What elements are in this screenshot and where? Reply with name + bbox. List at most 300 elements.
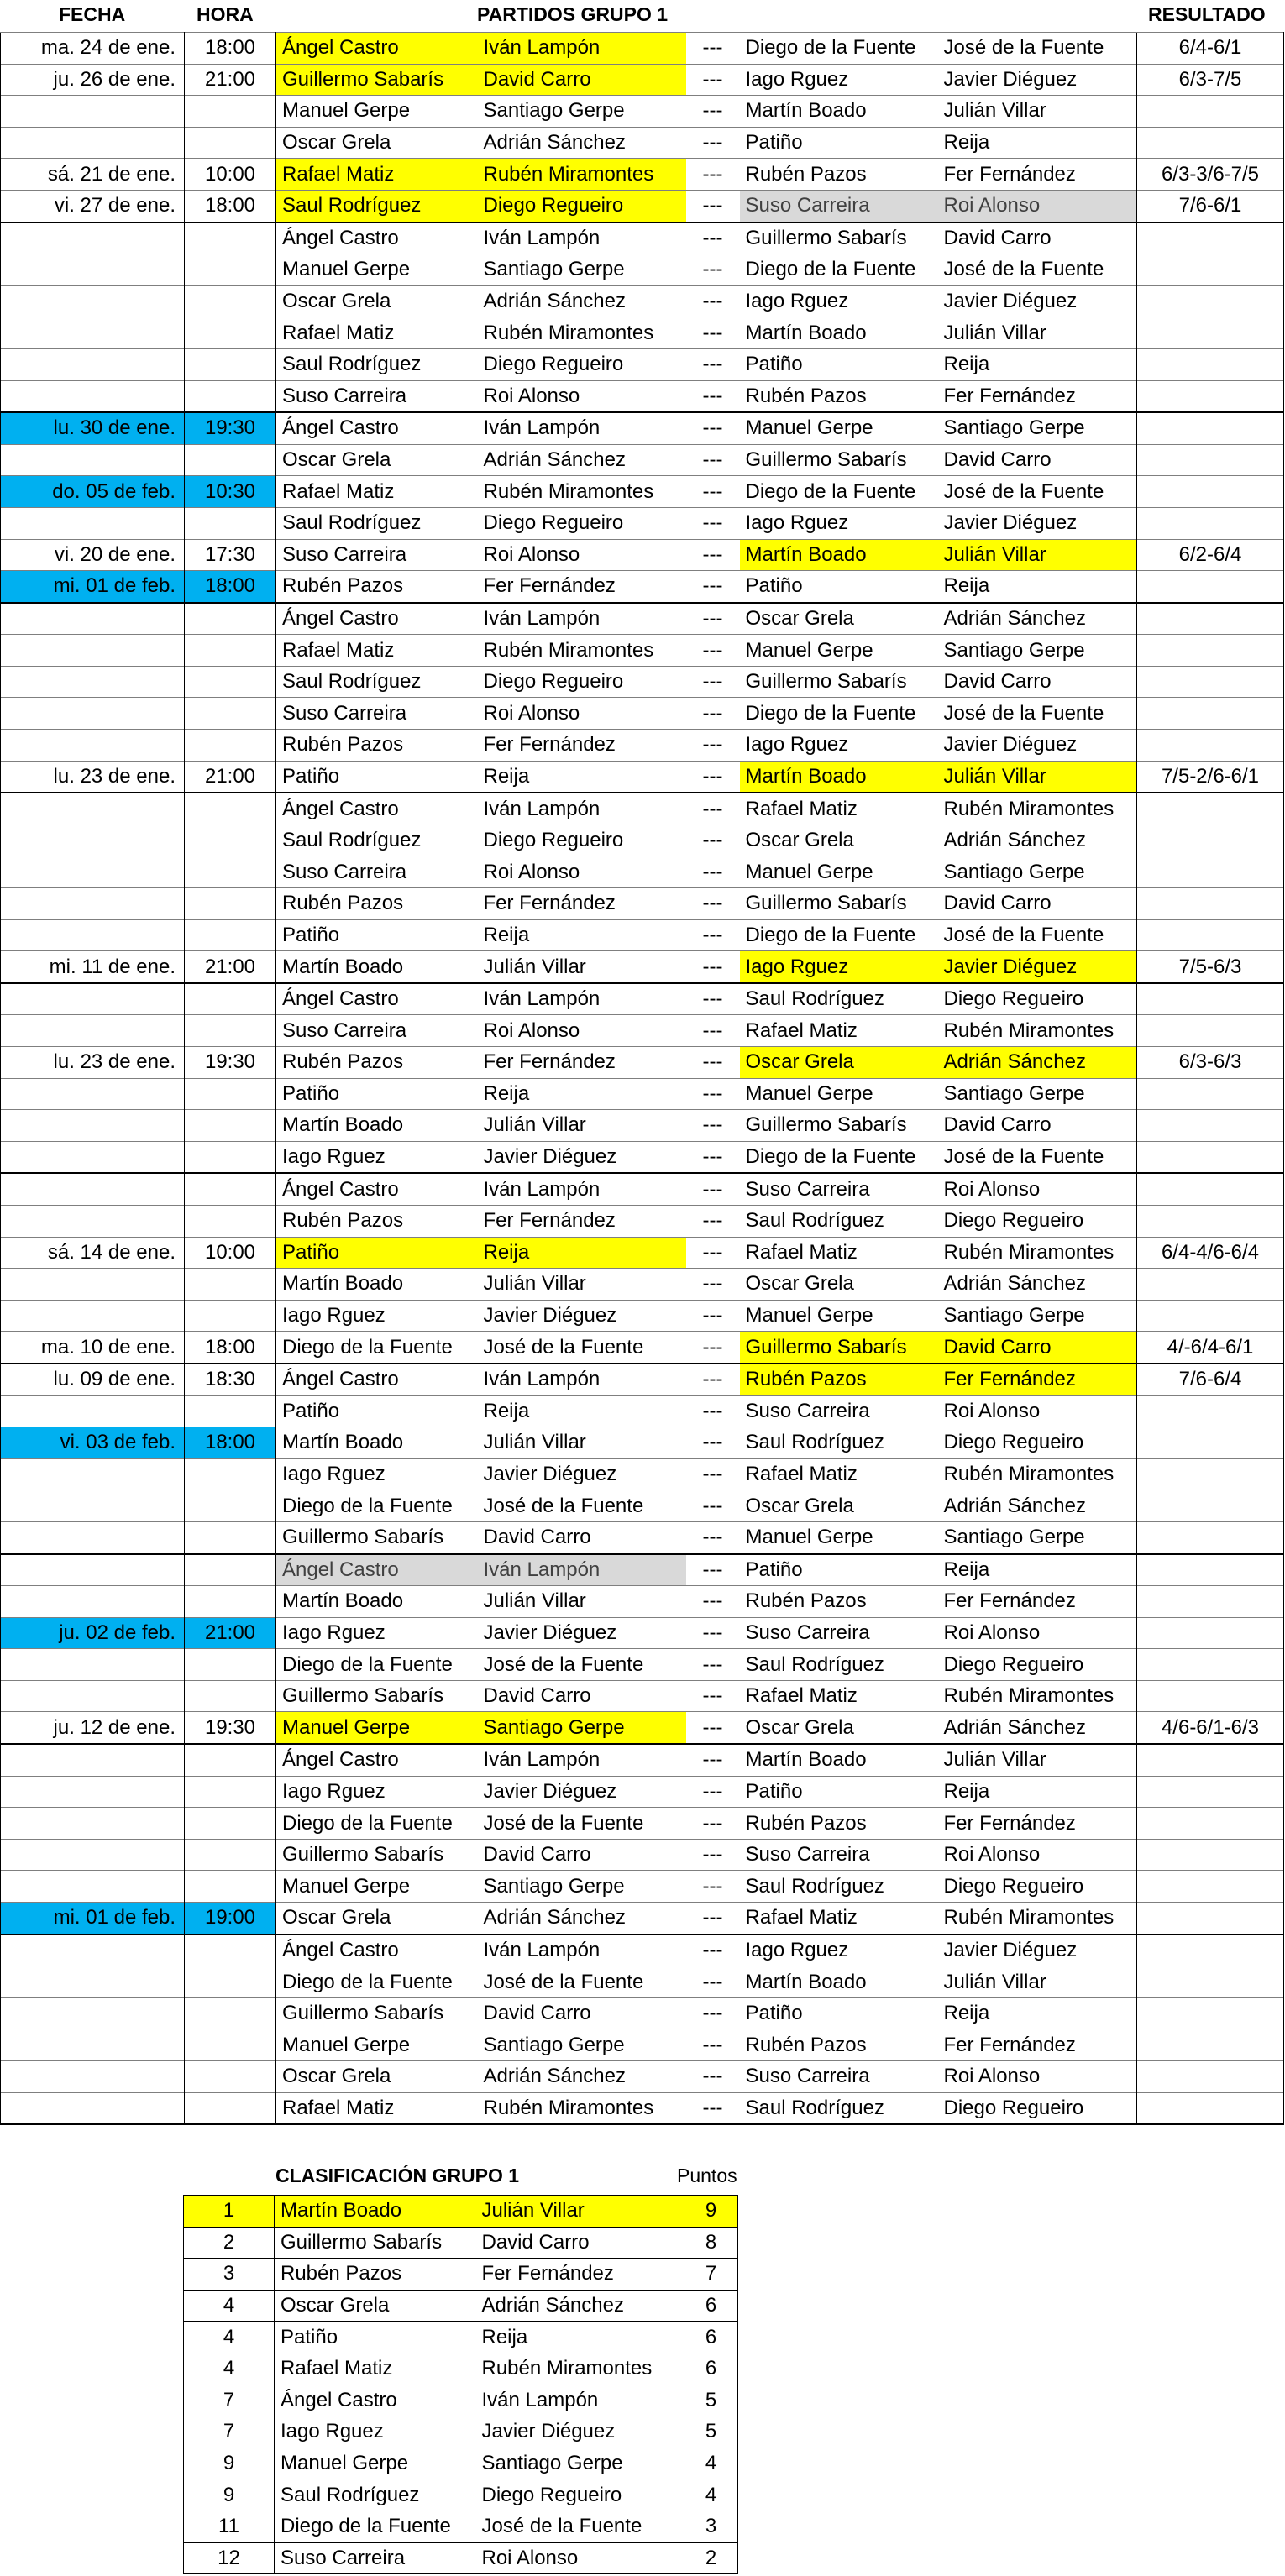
hora-cell (185, 856, 276, 888)
team-b-player-1: Iago Rguez (740, 951, 938, 983)
team-a-player-1: Rafael Matiz (276, 635, 478, 667)
team-b-player-2: David Carro (938, 888, 1137, 920)
fecha-cell (1, 1839, 185, 1871)
resultado-cell (1137, 1205, 1284, 1237)
hora-cell (185, 1490, 276, 1522)
player-1-cell: Guillermo Sabarís (275, 2227, 476, 2259)
versus-separator: --- (686, 317, 740, 349)
team-b-player-1: Patiño (740, 127, 938, 159)
team-b-player-2: Julián Villar (938, 96, 1137, 128)
match-row (1, 1237, 1284, 1269)
resultado-cell (1137, 476, 1284, 508)
team-b-player-2: Diego Regueiro (938, 983, 1137, 1015)
hora-cell (185, 666, 276, 698)
match-row (1, 285, 1284, 317)
fecha-cell (1, 2029, 185, 2061)
versus-separator: --- (686, 223, 740, 254)
resultado-cell (1137, 730, 1284, 762)
team-b-player-1: Rubén Pazos (740, 159, 938, 191)
versus-separator: --- (686, 825, 740, 856)
resultado-cell (1137, 1521, 1284, 1553)
points-cell: 2 (684, 2542, 738, 2574)
clasificacion-title: CLASIFICACIÓN GRUPO 1 (275, 2165, 520, 2186)
points-cell: 8 (684, 2227, 738, 2259)
team-a-player-1: Suso Carreira (276, 1015, 478, 1047)
match-row (1, 1586, 1284, 1618)
hora-cell: 18:00 (185, 1332, 276, 1364)
hora-cell: 19:30 (185, 1712, 276, 1744)
team-b-player-2: José de la Fuente (938, 698, 1137, 730)
fecha-cell (1, 1205, 185, 1237)
team-b-player-2: Javier Diéguez (938, 730, 1137, 762)
hora-cell: 17:30 (185, 539, 276, 571)
team-a-player-1: Oscar Grela (276, 1903, 478, 1935)
fecha-cell (1, 919, 185, 951)
team-b-player-1: Patiño (740, 1776, 938, 1808)
header-resultado: RESULTADO (1148, 3, 1266, 25)
team-b-player-1: Suso Carreira (740, 190, 938, 222)
team-b-player-1: Diego de la Fuente (740, 33, 938, 65)
team-a-player-2: Reija (478, 1237, 686, 1269)
team-a-player-1: Oscar Grela (276, 127, 478, 159)
clasificacion-row (184, 2511, 738, 2542)
team-b-player-1: Iago Rguez (740, 64, 938, 96)
fecha-cell (1, 507, 185, 539)
team-b-player-2: Diego Regueiro (938, 1427, 1137, 1459)
team-a-player-1: Diego de la Fuente (276, 1490, 478, 1522)
match-row (1, 1078, 1284, 1110)
versus-separator: --- (686, 1110, 740, 1142)
resultado-cell (1137, 698, 1284, 730)
team-b-player-1: Rubén Pazos (740, 2029, 938, 2061)
team-b-player-2: Javier Diéguez (938, 64, 1137, 96)
match-row (1, 1935, 1284, 1966)
hora-cell (185, 1808, 276, 1840)
match-row (1, 1839, 1284, 1871)
team-a-player-1: Saul Rodríguez (276, 507, 478, 539)
team-a-player-1: Rafael Matiz (276, 317, 478, 349)
match-row (1, 1269, 1284, 1301)
team-b-player-2: Julián Villar (938, 761, 1137, 793)
fecha-cell: lu. 30 de ene. (1, 412, 185, 444)
team-b-player-2: Santiago Gerpe (938, 1300, 1137, 1332)
resultado-cell: 6/4-6/1 (1137, 33, 1284, 65)
team-b-player-1: Iago Rguez (740, 285, 938, 317)
player-1-cell: Oscar Grela (275, 2290, 476, 2322)
team-a-player-1: Rubén Pazos (276, 571, 478, 603)
resultado-cell: 7/6-6/1 (1137, 190, 1284, 222)
player-1-cell: Martín Boado (275, 2196, 476, 2228)
versus-separator: --- (686, 1173, 740, 1205)
team-a-player-2: Iván Lampón (478, 1744, 686, 1776)
team-a-player-2: José de la Fuente (478, 1966, 686, 1998)
match-row (1, 571, 1284, 603)
team-a-player-2: José de la Fuente (478, 1649, 686, 1681)
team-b-player-2: Adrián Sánchez (938, 1712, 1137, 1744)
team-a-player-2: Fer Fernández (478, 1047, 686, 1079)
team-b-player-1: Manuel Gerpe (740, 856, 938, 888)
team-a-player-2: Rubén Miramontes (478, 2092, 686, 2124)
resultado-cell (1137, 1617, 1284, 1649)
team-b-player-2: Reija (938, 1554, 1137, 1586)
team-a-player-2: Reija (478, 919, 686, 951)
team-b-player-2: Reija (938, 1776, 1137, 1808)
match-row (1, 317, 1284, 349)
team-b-player-1: Rafael Matiz (740, 1680, 938, 1712)
team-b-player-1: Diego de la Fuente (740, 254, 938, 286)
match-row (1, 507, 1284, 539)
team-b-player-2: David Carro (938, 223, 1137, 254)
versus-separator: --- (686, 1935, 740, 1966)
team-a-player-2: Julián Villar (478, 1586, 686, 1618)
match-row (1, 254, 1284, 286)
versus-separator: --- (686, 1744, 740, 1776)
clasificacion-row (184, 2353, 738, 2385)
team-a-player-2: Roi Alonso (478, 856, 686, 888)
hora-cell: 19:30 (185, 412, 276, 444)
player-2-cell: David Carro (476, 2227, 684, 2259)
resultado-cell (1137, 1966, 1284, 1998)
hora-cell: 18:00 (185, 1427, 276, 1459)
versus-separator: --- (686, 507, 740, 539)
team-a-player-1: Rubén Pazos (276, 730, 478, 762)
player-2-cell: Roi Alonso (476, 2542, 684, 2574)
fecha-cell: mi. 11 de ene. (1, 951, 185, 983)
versus-separator: --- (686, 1078, 740, 1110)
resultado-cell (1137, 1808, 1284, 1840)
fecha-cell (1, 1395, 185, 1427)
hora-cell: 21:00 (185, 761, 276, 793)
match-row (1, 1110, 1284, 1142)
team-a-player-1: Ángel Castro (276, 223, 478, 254)
versus-separator: --- (686, 1680, 740, 1712)
team-a-player-2: Julián Villar (478, 1110, 686, 1142)
team-a-player-1: Saul Rodríguez (276, 348, 478, 380)
fecha-cell: ma. 10 de ene. (1, 1332, 185, 1364)
team-a-player-2: David Carro (478, 64, 686, 96)
match-row (1, 1047, 1284, 1079)
team-a-player-2: David Carro (478, 1997, 686, 2029)
team-b-player-2: Roi Alonso (938, 1173, 1137, 1205)
position-cell: 7 (184, 2416, 275, 2448)
fecha-cell: mi. 01 de feb. (1, 1903, 185, 1935)
fecha-cell (1, 1935, 185, 1966)
clasificacion-row (184, 2479, 738, 2511)
hora-cell (185, 1966, 276, 1998)
clasificacion-row (184, 2448, 738, 2479)
resultado-cell (1137, 1395, 1284, 1427)
team-a-player-1: Iago Rguez (276, 1776, 478, 1808)
hora-cell (185, 1586, 276, 1618)
team-a-player-1: Ángel Castro (276, 1364, 478, 1395)
resultado-cell: 7/5-2/6-6/1 (1137, 761, 1284, 793)
hora-cell (185, 96, 276, 128)
match-row (1, 1554, 1284, 1586)
fecha-cell (1, 1680, 185, 1712)
fecha-cell: lu. 09 de ene. (1, 1364, 185, 1395)
team-b-player-1: Guillermo Sabarís (740, 1110, 938, 1142)
clasificacion-row (184, 2322, 738, 2353)
fecha-cell: ju. 26 de ene. (1, 64, 185, 96)
match-row (1, 1617, 1284, 1649)
team-a-player-1: Saul Rodríguez (276, 825, 478, 856)
match-row (1, 919, 1284, 951)
resultado-cell (1137, 1015, 1284, 1047)
match-row (1, 412, 1284, 444)
match-row (1, 951, 1284, 983)
position-cell: 4 (184, 2290, 275, 2322)
team-a-player-2: José de la Fuente (478, 1808, 686, 1840)
team-b-player-2: David Carro (938, 1332, 1137, 1364)
hora-cell (185, 507, 276, 539)
team-b-player-1: Martín Boado (740, 761, 938, 793)
hora-cell (185, 1205, 276, 1237)
hora-cell (185, 1458, 276, 1490)
hora-cell (185, 825, 276, 856)
fecha-cell (1, 1997, 185, 2029)
match-row (1, 698, 1284, 730)
resultado-cell (1137, 1649, 1284, 1681)
team-a-player-2: Adrián Sánchez (478, 127, 686, 159)
team-a-player-1: Rafael Matiz (276, 159, 478, 191)
match-row (1, 825, 1284, 856)
match-row (1, 159, 1284, 191)
hora-cell: 18:00 (185, 571, 276, 603)
team-b-player-2: José de la Fuente (938, 476, 1137, 508)
fecha-cell (1, 1966, 185, 1998)
team-a-player-2: Fer Fernández (478, 571, 686, 603)
hora-cell: 10:00 (185, 1237, 276, 1269)
team-a-player-1: Ángel Castro (276, 412, 478, 444)
versus-separator: --- (686, 1237, 740, 1269)
fecha-cell: ma. 24 de ene. (1, 33, 185, 65)
team-b-player-1: Oscar Grela (740, 603, 938, 635)
versus-separator: --- (686, 1776, 740, 1808)
team-a-player-1: Guillermo Sabarís (276, 1680, 478, 1712)
versus-separator: --- (686, 159, 740, 191)
fecha-cell: mi. 01 de feb. (1, 571, 185, 603)
team-a-player-1: Ángel Castro (276, 793, 478, 825)
versus-separator: --- (686, 1903, 740, 1935)
team-a-player-1: Guillermo Sabarís (276, 64, 478, 96)
team-b-player-1: Martín Boado (740, 1966, 938, 1998)
fecha-cell (1, 1269, 185, 1301)
team-b-player-1: Saul Rodríguez (740, 1649, 938, 1681)
hora-cell (185, 1744, 276, 1776)
fecha-cell (1, 2092, 185, 2124)
resultado-cell: 6/3-7/5 (1137, 64, 1284, 96)
match-row (1, 603, 1284, 635)
hora-cell: 21:00 (185, 64, 276, 96)
position-cell: 4 (184, 2353, 275, 2385)
fecha-cell (1, 1300, 185, 1332)
versus-separator: --- (686, 254, 740, 286)
resultado-cell (1137, 856, 1284, 888)
fecha-cell (1, 1586, 185, 1618)
hora-cell (185, 348, 276, 380)
player-1-cell: Rubén Pazos (275, 2259, 476, 2291)
hora-cell (185, 317, 276, 349)
team-a-player-1: Ángel Castro (276, 1935, 478, 1966)
versus-separator: --- (686, 1364, 740, 1395)
match-row (1, 1458, 1284, 1490)
team-a-player-1: Iago Rguez (276, 1141, 478, 1173)
team-a-player-1: Rubén Pazos (276, 1047, 478, 1079)
hora-cell (185, 1269, 276, 1301)
fecha-cell (1, 698, 185, 730)
versus-separator: --- (686, 1269, 740, 1301)
fecha-cell (1, 444, 185, 476)
team-a-player-1: Oscar Grela (276, 2061, 478, 2093)
position-cell: 2 (184, 2227, 275, 2259)
versus-separator: --- (686, 1997, 740, 2029)
resultado-cell (1137, 1269, 1284, 1301)
resultado-cell (1137, 1776, 1284, 1808)
team-b-player-1: Rafael Matiz (740, 1903, 938, 1935)
points-cell: 4 (684, 2479, 738, 2511)
team-a-player-1: Diego de la Fuente (276, 1808, 478, 1840)
resultado-cell (1137, 96, 1284, 128)
hora-cell (185, 1554, 276, 1586)
match-row (1, 380, 1284, 412)
resultado-cell (1137, 1997, 1284, 2029)
match-row (1, 1300, 1284, 1332)
points-cell: 6 (684, 2290, 738, 2322)
position-cell: 3 (184, 2259, 275, 2291)
team-a-player-2: Fer Fernández (478, 888, 686, 920)
hora-cell: 21:00 (185, 951, 276, 983)
fecha-cell: lu. 23 de ene. (1, 1047, 185, 1079)
team-a-player-1: Saul Rodríguez (276, 190, 478, 222)
resultado-cell (1137, 983, 1284, 1015)
team-b-player-2: Roi Alonso (938, 2061, 1137, 2093)
match-row (1, 1521, 1284, 1553)
team-b-player-2: Fer Fernández (938, 159, 1137, 191)
versus-separator: --- (686, 190, 740, 222)
team-a-player-2: Iván Lampón (478, 603, 686, 635)
player-2-cell: Javier Diéguez (476, 2416, 684, 2448)
hora-cell (185, 983, 276, 1015)
resultado-cell (1137, 2029, 1284, 2061)
team-b-player-2: Rubén Miramontes (938, 1458, 1137, 1490)
team-b-player-2: Julián Villar (938, 1744, 1137, 1776)
versus-separator: --- (686, 1808, 740, 1840)
team-a-player-1: Martín Boado (276, 1586, 478, 1618)
versus-separator: --- (686, 2061, 740, 2093)
points-cell: 7 (684, 2259, 738, 2291)
team-b-player-1: Patiño (740, 348, 938, 380)
team-b-player-1: Oscar Grela (740, 1490, 938, 1522)
points-cell: 3 (684, 2511, 738, 2542)
player-2-cell: Santiago Gerpe (476, 2448, 684, 2479)
player-1-cell: Rafael Matiz (275, 2353, 476, 2385)
hora-cell (185, 919, 276, 951)
team-b-player-1: Martín Boado (740, 96, 938, 128)
team-b-player-1: Manuel Gerpe (740, 635, 938, 667)
player-1-cell: Iago Rguez (275, 2416, 476, 2448)
hora-cell (185, 380, 276, 412)
hora-cell (185, 1110, 276, 1142)
team-b-player-2: Rubén Miramontes (938, 1903, 1137, 1935)
fecha-cell (1, 793, 185, 825)
player-2-cell: Adrián Sánchez (476, 2290, 684, 2322)
team-a-player-1: Ángel Castro (276, 603, 478, 635)
team-b-player-2: Rubén Miramontes (938, 1237, 1137, 1269)
team-a-player-1: Rubén Pazos (276, 1205, 478, 1237)
team-b-player-2: Fer Fernández (938, 380, 1137, 412)
hora-cell (185, 888, 276, 920)
resultado-cell (1137, 412, 1284, 444)
team-a-player-2: Iván Lampón (478, 412, 686, 444)
resultado-cell: 4/-6/4-6/1 (1137, 1332, 1284, 1364)
team-b-player-1: Manuel Gerpe (740, 1300, 938, 1332)
hora-cell (185, 1649, 276, 1681)
fecha-cell (1, 1744, 185, 1776)
points-cell: 5 (684, 2385, 738, 2416)
team-b-player-1: Oscar Grela (740, 825, 938, 856)
resultado-cell (1137, 1586, 1284, 1618)
player-2-cell: Diego Regueiro (476, 2479, 684, 2511)
fecha-cell (1, 1078, 185, 1110)
position-cell: 1 (184, 2196, 275, 2228)
fecha-cell: lu. 23 de ene. (1, 761, 185, 793)
team-b-player-2: Adrián Sánchez (938, 825, 1137, 856)
team-b-player-1: Martín Boado (740, 1744, 938, 1776)
versus-separator: --- (686, 444, 740, 476)
resultado-cell (1137, 1173, 1284, 1205)
position-cell: 9 (184, 2448, 275, 2479)
resultado-cell (1137, 1839, 1284, 1871)
fecha-cell (1, 285, 185, 317)
fecha-cell: vi. 27 de ene. (1, 190, 185, 222)
resultado-cell (1137, 507, 1284, 539)
team-a-player-1: Iago Rguez (276, 1300, 478, 1332)
versus-separator: --- (686, 1395, 740, 1427)
hora-cell (185, 1839, 276, 1871)
team-a-player-2: Santiago Gerpe (478, 254, 686, 286)
position-cell: 7 (184, 2385, 275, 2416)
team-b-player-2: Santiago Gerpe (938, 856, 1137, 888)
team-b-player-2: Fer Fernández (938, 1586, 1137, 1618)
team-b-player-2: Reija (938, 348, 1137, 380)
team-b-player-2: Roi Alonso (938, 1395, 1137, 1427)
versus-separator: --- (686, 761, 740, 793)
hora-cell: 19:30 (185, 1047, 276, 1079)
points-cell: 6 (684, 2322, 738, 2353)
team-b-player-2: Diego Regueiro (938, 1649, 1137, 1681)
match-row (1, 476, 1284, 508)
team-b-player-2: Adrián Sánchez (938, 1269, 1137, 1301)
versus-separator: --- (686, 2092, 740, 2124)
versus-separator: --- (686, 1871, 740, 1903)
hora-cell (185, 1141, 276, 1173)
versus-separator: --- (686, 1490, 740, 1522)
team-b-player-1: Suso Carreira (740, 1173, 938, 1205)
match-row (1, 1173, 1284, 1205)
team-b-player-1: Saul Rodríguez (740, 1871, 938, 1903)
team-a-player-2: Santiago Gerpe (478, 96, 686, 128)
team-b-player-1: Manuel Gerpe (740, 1078, 938, 1110)
team-a-player-1: Rafael Matiz (276, 2092, 478, 2124)
match-row (1, 1205, 1284, 1237)
match-row (1, 856, 1284, 888)
fecha-cell (1, 127, 185, 159)
versus-separator: --- (686, 1300, 740, 1332)
hora-cell (185, 635, 276, 667)
hora-cell (185, 1395, 276, 1427)
team-a-player-1: Ángel Castro (276, 1173, 478, 1205)
fecha-cell: vi. 03 de feb. (1, 1427, 185, 1459)
